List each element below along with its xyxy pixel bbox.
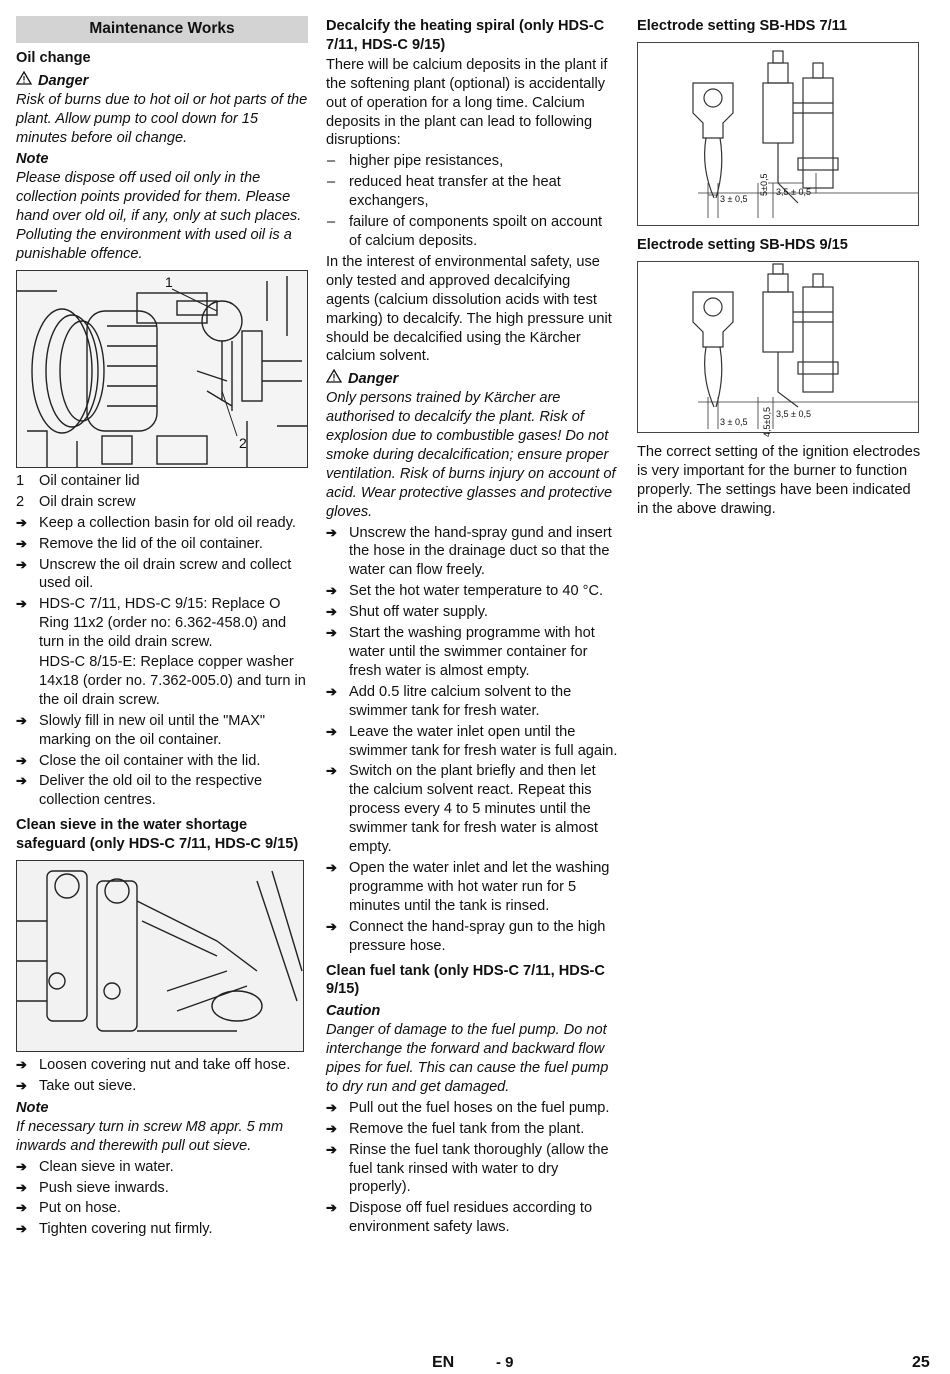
legend-item: 1 Oil container lid <box>16 472 140 489</box>
step: ➔ Remove the fuel tank from the plant. <box>326 1120 618 1139</box>
decalcify-heading: Decalcify the heating spiral (only HDS-C 7/11, HDS-C 9/15) <box>326 18 605 53</box>
note-label: Note <box>16 151 49 168</box>
step: ➔ Add 0.5 litre calcium solvent to the swimmer tank for fresh water. <box>326 683 618 721</box>
step: ➔ Dispose off fuel residues according to environment safety laws. <box>326 1199 618 1237</box>
decalcify-intro: There will be calcium deposits in the plant if the softening plant (optional) is accidentally out of operation for a long time. Calcium deposits in the plant can lead to following disruptions: <box>326 56 608 149</box>
danger-label: Danger <box>16 71 308 91</box>
footer-page-number: 25 <box>912 1354 930 1371</box>
note-text: If necessary turn in screw M8 appr. 5 mm inwards and therewith pull out sieve. <box>16 1118 284 1154</box>
dim-label: 4,5±0,5 <box>762 407 772 437</box>
step: ➔ Shut off water supply. <box>326 603 618 622</box>
step: ➔ Slowly fill in new oil until the "MAX" marking on the oil container. <box>16 712 308 750</box>
electrode-heading-1: Electrode setting SB-HDS 7/11 <box>637 18 848 34</box>
sieve-heading: Clean sieve in the water shortage safeguard (only HDS-C 7/11, HDS-C 9/15) <box>16 817 299 853</box>
section-title: Maintenance Works <box>16 16 308 43</box>
step-sub-text: HDS-C 8/15-E: Replace copper washer 14x18 (order no. 7.362-005.0) and turn in the oil drain screw. <box>39 654 306 708</box>
step: ➔ Connect the hand-spray gun to the high pressure hose. <box>326 918 618 956</box>
caution-text: Danger of damage to the fuel pump. Do not interchange the forward and backward flow pipes for fuel. This can cause the fuel pump to dry run and get damaged. <box>326 1022 609 1095</box>
step: ➔ Remove the lid of the oil container. <box>16 535 308 554</box>
step: ➔ Rinse the fuel tank thoroughly (allow the fuel tank rinsed with water to dry properly). <box>326 1141 618 1198</box>
step: ➔ Set the hot water temperature to 40 °C. <box>326 582 618 601</box>
dim-label: 3,5 ± 0,5 <box>776 187 811 197</box>
step: ➔ Keep a collection basin for old oil ready. <box>16 514 308 533</box>
note-label: Note <box>16 1099 49 1116</box>
sieve-illustration <box>17 861 303 1051</box>
dim-label: 3 ± 0,5 <box>720 417 748 427</box>
step: ➔ Deliver the old oil to the respective collection centres. <box>16 772 308 810</box>
dim-label: 3,5 ± 0,5 <box>776 409 811 419</box>
oil-change-heading: Oil change <box>16 49 91 66</box>
step: ➔ Switch on the plant briefly and then let the calcium solvent react. Repeat this process every 4 to 5 minutes until the swimmer tank for fresh water is almost empty. <box>326 762 618 857</box>
note-text: Please dispose off used oil only in the collection points provided for them. Please hand over old oil, if any, only at such places. Polluting the environment with used oil is a punishable offence. <box>16 170 302 262</box>
caution-label: Caution <box>326 1003 381 1020</box>
step: ➔ Unscrew the hand-spray gund and insert the hose in the drainage duct so that the water can flow freely. <box>326 524 618 581</box>
dash-item: – higher pipe resistances, <box>326 152 618 171</box>
danger-text: Risk of burns due to hot oil or hot parts of the plant. Allow pump to cool down for 15 minutes before oil change. <box>16 91 308 146</box>
step: ➔ Start the washing programme with hot water until the swimmer container for fresh water is almost empty. <box>326 624 618 681</box>
legend-item: 2 Oil drain screw <box>16 493 136 510</box>
step: ➔ Take out sieve. <box>16 1077 308 1096</box>
dash-item: – failure of components spoilt on account of calcium deposits. <box>326 213 618 251</box>
decalcify-para: In the interest of environmental safety, use only tested and approved decalcifying agents (calcium dissolution acids with test marking) to decalcify. The high pressure unit should be decalcified using the Kärcher calcium solvent. <box>326 253 612 365</box>
column-middle <box>326 16 618 1237</box>
pump-illustration <box>17 271 307 467</box>
fuel-heading: Clean fuel tank (only HDS-C 7/11, HDS-C 9/15) <box>326 962 605 998</box>
step: ➔ HDS-C 7/11, HDS-C 9/15: Replace O Ring 11x2 (order no: 6.362-458.0) and turn in the oild drain screw. <box>16 595 308 652</box>
step: ➔ Tighten covering nut firmly. <box>16 1220 308 1239</box>
callout-2: 2 <box>239 434 247 451</box>
warning-triangle-icon <box>16 71 32 91</box>
oil-change-photo <box>16 270 308 468</box>
step: ➔ Clean sieve in water. <box>16 1158 308 1177</box>
danger-label: Danger <box>326 369 618 389</box>
dash-item: – reduced heat transfer at the heat exchangers, <box>326 173 618 211</box>
footer-section-page: - 9 <box>496 1354 514 1371</box>
footer-lang: EN <box>432 1354 455 1371</box>
step: ➔ Leave the water inlet open until the swimmer tank for fresh water is full again. <box>326 723 618 761</box>
warning-triangle-icon <box>326 369 342 389</box>
step: ➔ Pull out the fuel hoses on the fuel pump. <box>326 1099 618 1118</box>
step: ➔ Open the water inlet and let the washing programme with hot water run for 5 minutes until the tank is rinsed. <box>326 859 618 916</box>
danger-text: Only persons trained by Kärcher are authorised to decalcify the plant. Risk of explosion due to combustible gases! Do not smoke during decalcification; ensure proper ventilation. Risk of burns injury on account of acid. Wear protective glasses and protective gloves. <box>326 390 616 520</box>
dim-label: 5±0,5 <box>759 173 769 196</box>
electrode-heading-2: Electrode setting SB-HDS 9/15 <box>637 236 848 253</box>
step: ➔ Loosen covering nut and take off hose. <box>16 1056 308 1075</box>
column-left <box>16 16 308 1239</box>
dim-label: 3 ± 0,5 <box>720 194 748 204</box>
electrode-closing-text: The correct setting of the ignition electrodes is very important for the burner to function properly. The settings have been indicated in the above drawing. <box>637 443 921 517</box>
callout-1: 1 <box>165 273 173 290</box>
step: ➔ Push sieve inwards. <box>16 1179 308 1198</box>
column-right <box>637 16 922 518</box>
step: ➔ Unscrew the oil drain screw and collect used oil. <box>16 556 308 594</box>
step: ➔ Close the oil container with the lid. <box>16 752 308 771</box>
sieve-photo <box>16 860 304 1052</box>
step: ➔ Put on hose. <box>16 1199 308 1218</box>
